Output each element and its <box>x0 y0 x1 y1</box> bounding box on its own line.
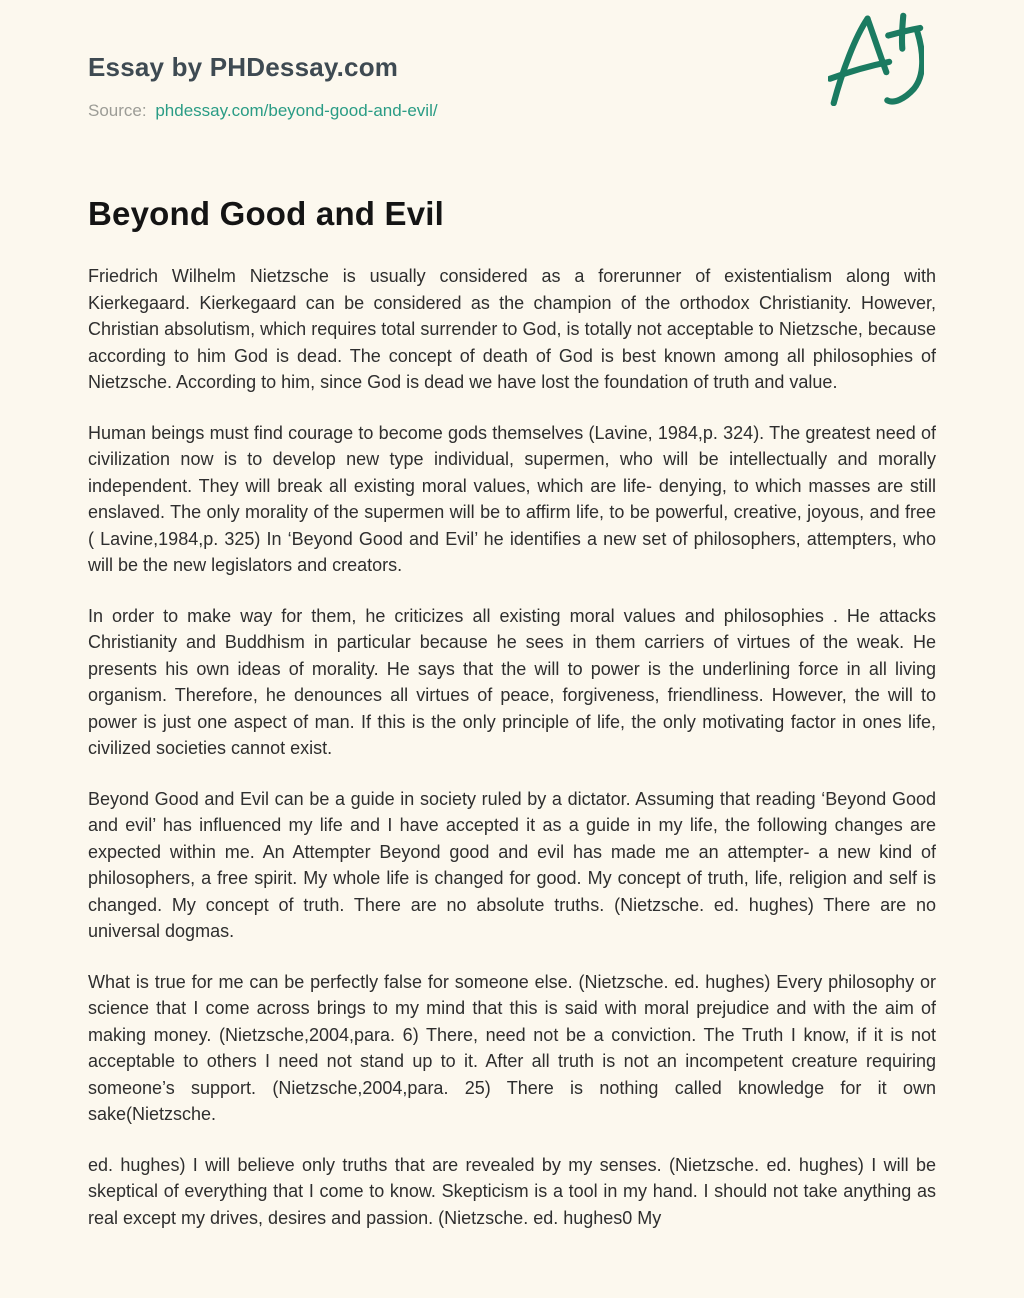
a-plus-logo-icon <box>828 12 924 106</box>
essay-paragraph-6: ed. hughes) I will believe only truths that are revealed by my senses. (Nietzsche. ed. hughes) I will be skeptical of everything that I come to know. Skepticism is a tool in my hand. I should not take anything as real except my drives, desires and passion. (Nietzsche. ed. hughes0 My <box>88 1154 936 1228</box>
essay-body <box>88 263 936 1261</box>
essay-paragraph-1: Friedrich Wilhelm Nietzsche is usually considered as a forerunner of existentialism along with Kierkegaard. Kierkegaard can be considered as the champion of the orthodox Christianity. However, Christian absolutism, which requires total surrender to God, is totally not acceptable to Nietzsche, because according to him God is dead. The concept of death of God is best known among all philosophies of Nietzsche. According to him, since God is dead we have lost the foundation of truth and value. <box>88 266 936 392</box>
essay-paragraph-4: Beyond Good and Evil can be a guide in society ruled by a dictator. Assuming that reading ‘Beyond Good and evil’ has influenced my life and I have accepted it as a guide in my life, the following changes are expected within me. An Attempter Beyond good and evil has made me an attempter- a new kind of philosophers, a free spirit. My whole life is changed for good. My concept of truth, life, religion and self is changed. My concept of truth. There are no absolute truths. (Nietzsche. ed. hughes) There are no universal dogmas. <box>88 788 936 941</box>
essay-title: Beyond Good and Evil <box>88 195 445 232</box>
page-header <box>88 0 936 121</box>
source-line <box>88 101 936 121</box>
header-title: Essay by PHDessay.com <box>88 52 399 82</box>
essay-paragraph-5: What is true for me can be perfectly false for someone else. (Nietzsche. ed. hughes) Every philosophy or science that I come across brings to my mind that this is said with moral prejudice and with the aim of making money. (Nietzsche,2004,para. 6) There, need not be a conviction. The Truth I know, if it is not acceptable to others I need not stand up to it. After all truth is not an incompetent creature requiring someone’s support. (Nietzsche,2004,para. 25) There is nothing called knowledge for it own sake(Nietzsche. <box>88 971 936 1124</box>
source-label: Source: <box>88 101 147 120</box>
essay-paragraph-3: In order to make way for them, he criticizes all existing moral values and philosophies . He attacks Christianity and Buddhism in particular because he sees in them carriers of virtues of the weak. He presents his own ideas of morality. He says that the will to power is the underlining force in all living organism. Therefore, he denounces all virtues of peace, forgiveness, friendliness. However, the will to power is just one aspect of man. If this is the only principle of life, the only motivating factor in ones life, civilized societies cannot exist. <box>88 605 936 758</box>
essay-paragraph-2: Human beings must find courage to become gods themselves (Lavine, 1984,p. 324). The greatest need of civilization now is to develop new type individual, supermen, who will be intellectually and morally independent. They will break all existing moral values, which are life- denying, to which masses are still enslaved. The only morality of the supermen will be to affirm life, to be powerful, creative, joyous, and free ( Lavine,1984,p. 325) In ‘Beyond Good and Evil’ he identifies a new set of philosophers, attempters, who will be the new legislators and creators. <box>88 422 936 575</box>
source-link[interactable]: phdessay.com/beyond-good-and-evil/ <box>155 101 438 120</box>
